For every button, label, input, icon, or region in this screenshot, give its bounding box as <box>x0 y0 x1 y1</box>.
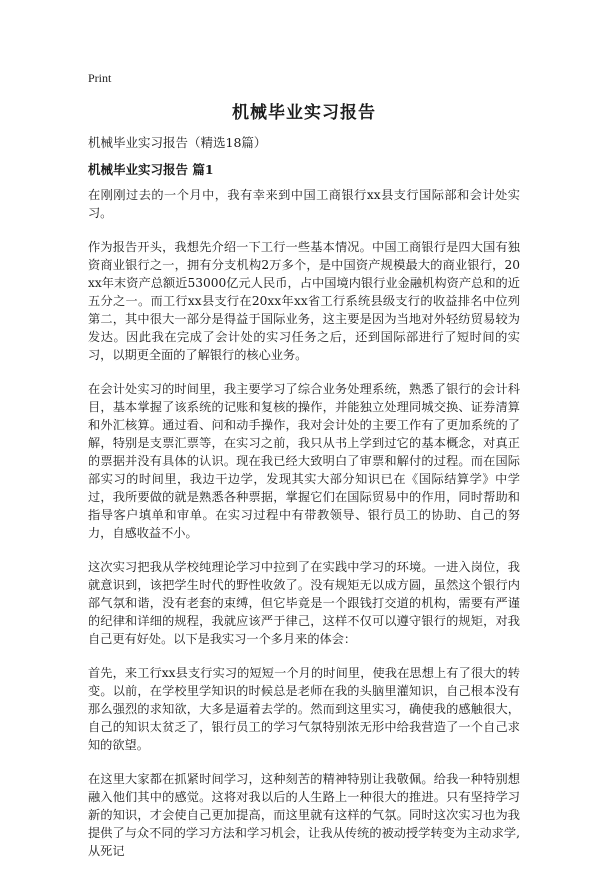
paragraph-3: 在会计处实习的时间里，我主要学习了综合业务处理系统，熟悉了银行的会计科目，基本掌握了该系统的记账和复核的操作，并能独立处理同城交换、证券清算和外汇核算。通过看、问和动手操作，我对会计处的主要工作有了更加系统的了解，特别是支票汇票等，在实习之前，我只从书上学到过它的基本概念，对真正的票据并没有具体的认识。现在我已经大致明白了审票和解付的过程。而在国际部实习的时间里，我边干边学，发现其实大部分知识已在《国际结算学》中学过，我所要做的就是熟悉各种票据，掌握它们在国际贸易中的作用，同时帮助和指导客户填单和审单。在实习过程中有带教领导、银行员工的协助、自己的努力，自感收益不小。 <box>88 382 520 540</box>
section-heading: 机械毕业实习报告 篇1 <box>88 162 214 177</box>
paragraph-2: 作为报告开头，我想先介绍一下工行一些基本情况。中国工商银行是四大国有独资商业银行之一，拥有分支机构2万多个，是中国资产规模最大的商业银行，20xx年末资产总额近53000亿元人民币，占中国境内银行业金融机构资产总和的近五分之一。而工行xx县支行在20xx年xx省工行系统县级支行的收益排名中位列第二，其中很大一部分是得益于国际业务，这主要是因为当地对外轻纺贸易较为发达。因此我在完成了会计处的实习任务之后，还到国际部进行了短时间的实习，以期更全面的了解银行的核心业务。 <box>88 240 520 362</box>
paragraph-1: 在刚刚过去的一个月中，我有幸来到中国工商银行xx县支行国际部和会计处实习。 <box>88 188 520 220</box>
document-title: 机械毕业实习报告 <box>232 103 376 123</box>
document-subtitle: 机械毕业实习报告（精选18篇） <box>88 135 267 150</box>
paragraph-6: 在这里大家都在抓紧时间学习，这种刻苦的精神特别让我敬佩。给我一种特别想融入他们其中的感觉。这将对我以后的人生路上一种很大的推进。只有坚持学习新的知识，才会使自己更加提高，而这里就有这样的气氛。同时这次实习也为我提供了与众不同的学习方法和学习机会，让我从传统的被动授学转变为主动求学,从死记 <box>88 772 520 858</box>
print-link[interactable]: Print <box>88 71 112 85</box>
paragraph-4: 这次实习把我从学校纯理论学习中拉到了在实践中学习的环境。一进入岗位，我就意识到，该把学生时代的野性收敛了。没有规矩无以成方圆，虽然这个银行内部气氛和谐，没有老套的束缚，但它毕竟是一个跟钱打交道的机构，需要有严谨的纪律和详细的规程，我就应该严于律己，这样不仅可以遵守银行的规矩，对我自己更有好处。以下是我实习一个多月来的体会： <box>88 560 520 646</box>
paragraph-5: 首先，来工行xx县支行实习的短短一个月的时间里，使我在思想上有了很大的转变。以前，在学校里学知识的时候总是老师在我的头脑里灌知识，自己根本没有那么强烈的求知欲，大多是逼着去学的。然而到这里实习，确使我的感触很大，自己的知识太贫乏了，银行员工的学习气氛特别浓无形中给我营造了一个自己求知的欲望。 <box>88 666 520 752</box>
document-body <box>88 186 520 876</box>
